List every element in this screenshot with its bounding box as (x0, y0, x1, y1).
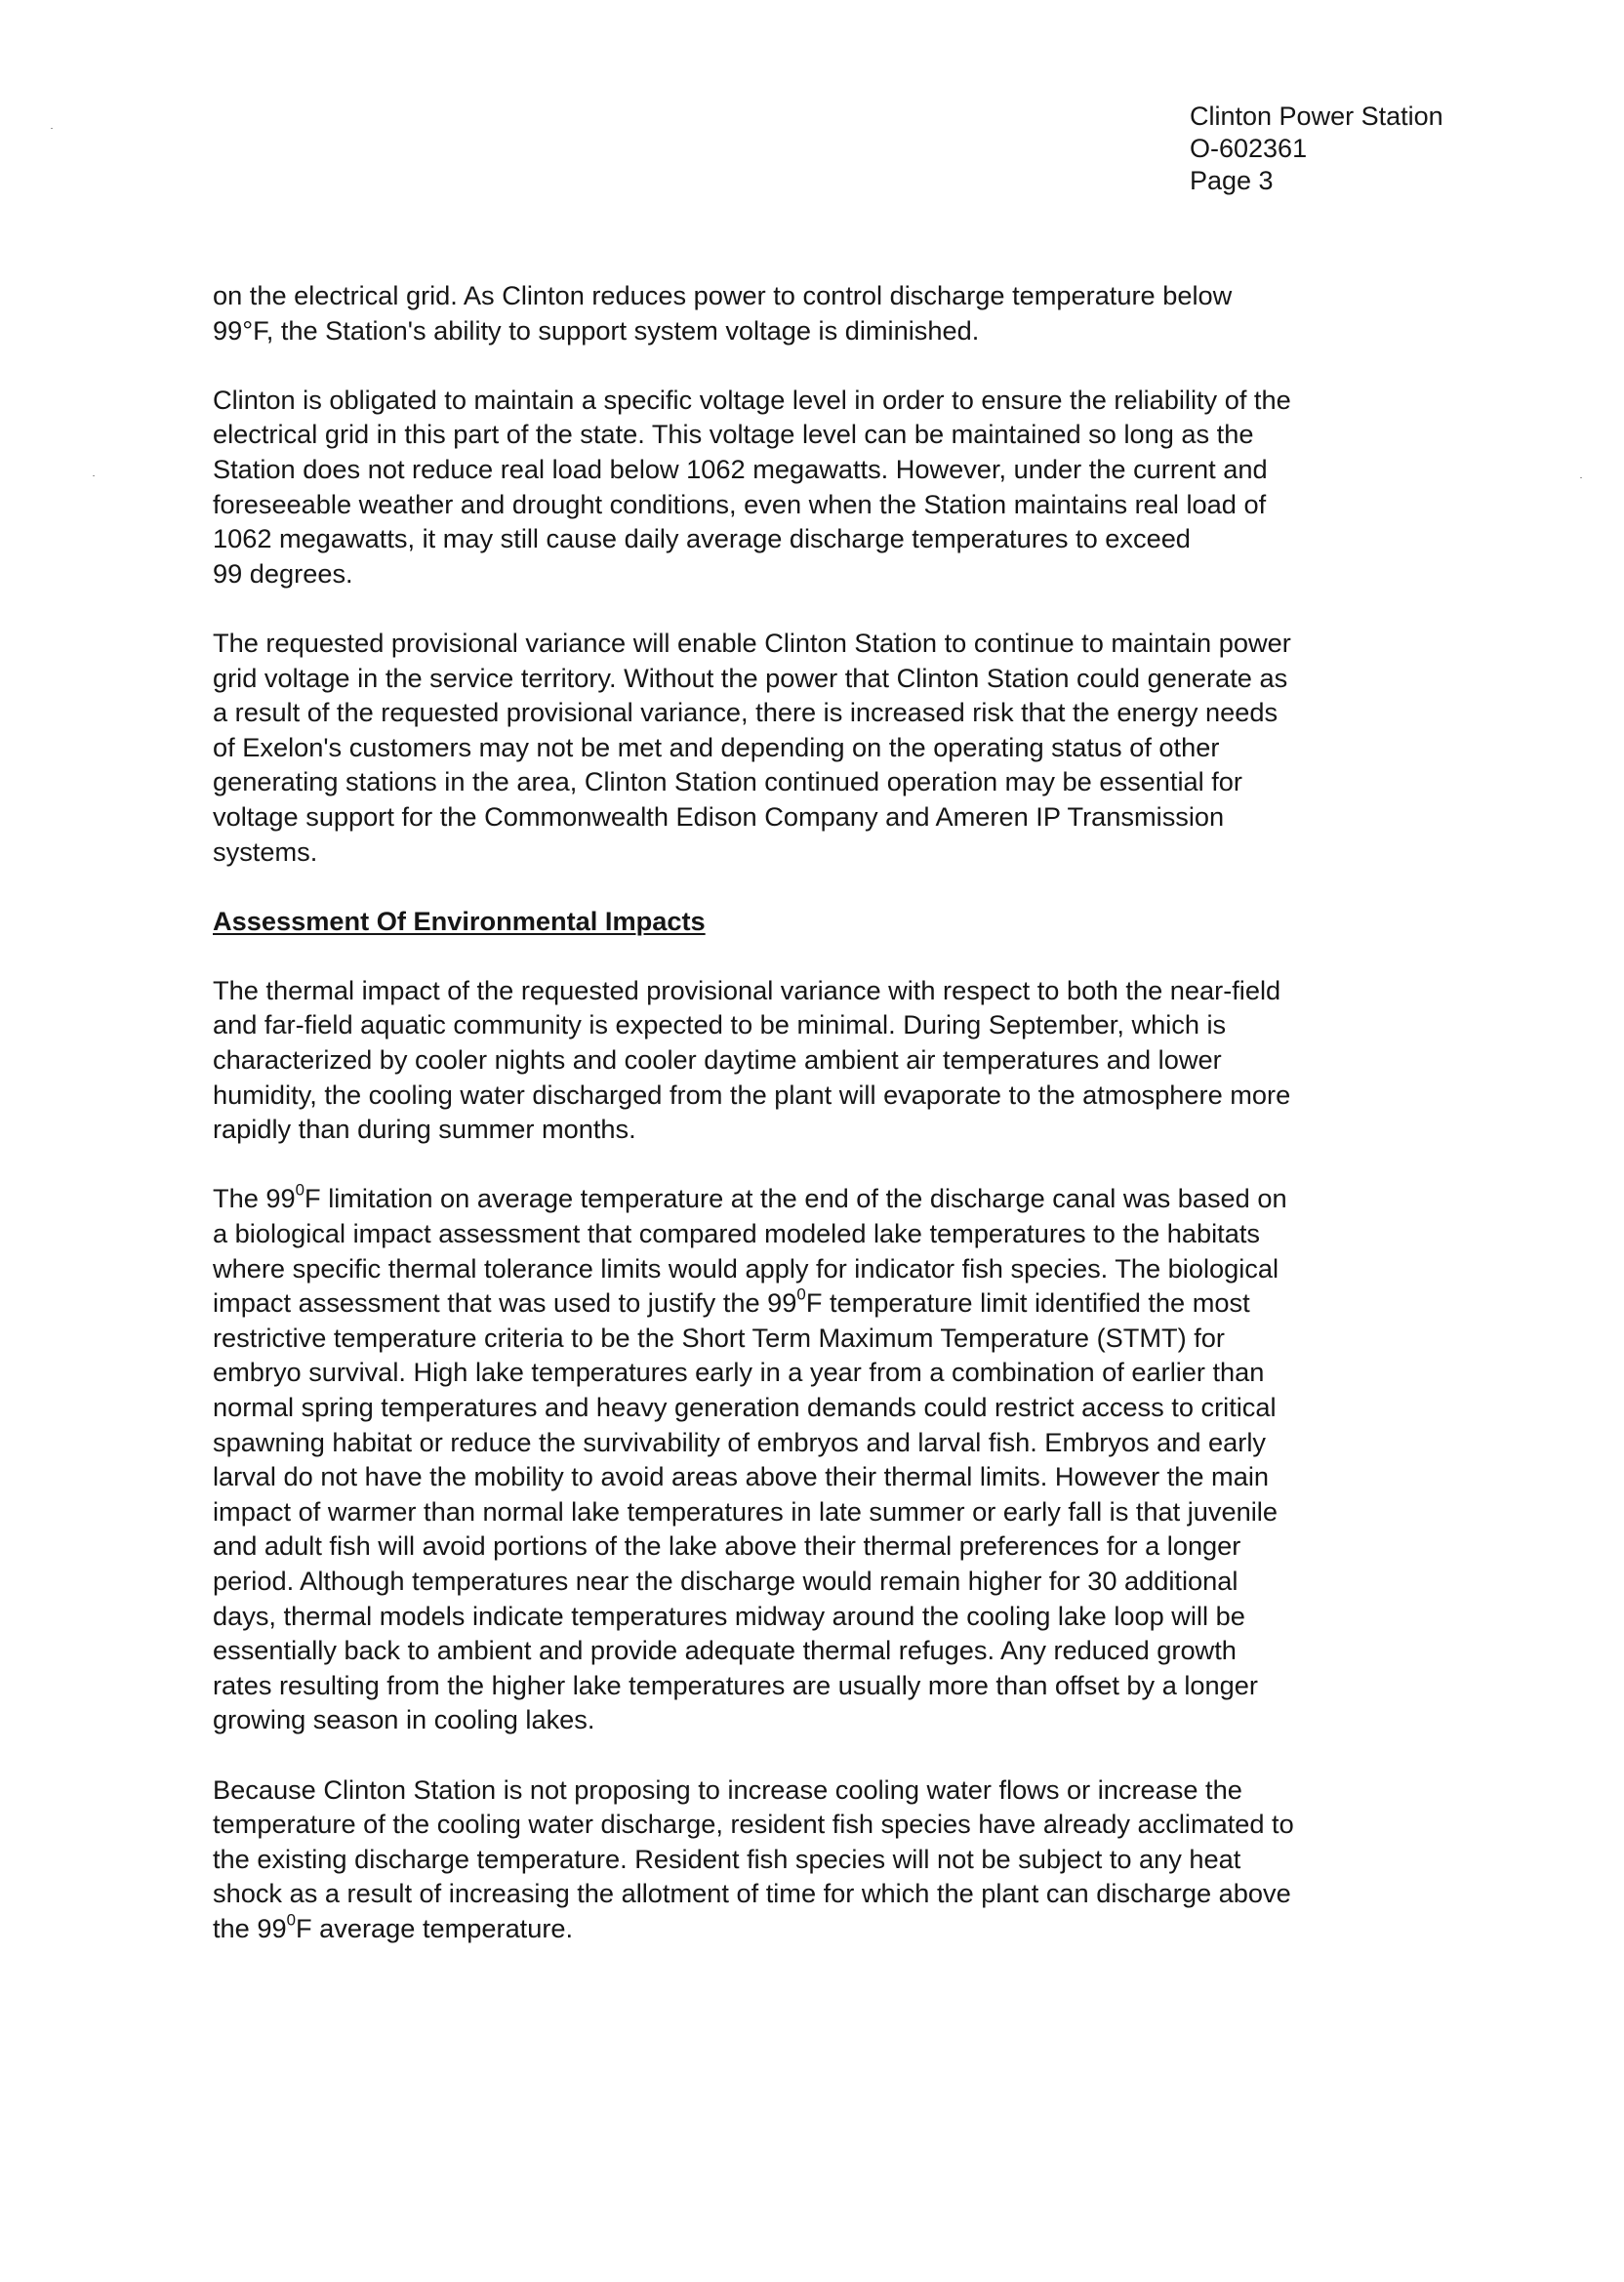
document-body (213, 278, 1482, 1980)
text-line: 99°F, the Station's ability to support system voltage is diminished. (213, 314, 980, 346)
text-line: 1062 megawatts, it may still cause daily average discharge temperatures to exceed (213, 523, 1191, 554)
text-line: Clinton is obligated to maintain a specific voltage level in order to ensure the reliability of the (213, 384, 1291, 415)
text-line: rates resulting from the higher lake temperatures are usually more than offset by a longer (213, 1669, 1258, 1700)
text-line: temperature of the cooling water discharge, resident fish species have already acclimated to (213, 1809, 1294, 1840)
text-line: essentially back to ambient and provide adequate thermal refuges. Any reduced growth (213, 1635, 1237, 1666)
scan-speck (93, 475, 95, 476)
paragraph-temperature-limitation (213, 1181, 1482, 1737)
text-line: shock as a result of increasing the allotment of time for which the plant can discharge above (213, 1878, 1291, 1909)
superscript-degree: 0 (286, 1910, 296, 1930)
text-line: grid voltage in the service territory. Without the power that Clinton Station could generate as (213, 662, 1288, 693)
text-line: on the electrical grid. As Clinton reduces power to control discharge temperature below (213, 280, 1233, 310)
text-line (213, 1285, 1482, 1321)
text-line: Because Clinton Station is not proposing to increase cooling water flows or increase the (213, 1773, 1242, 1805)
text-line: period. Although temperatures near the discharge would remain higher for 30 additional (213, 1565, 1238, 1596)
text-line: The requested provisional variance will enable Clinton Station to continue to maintain power (213, 627, 1291, 658)
text-fragment: impact assessment that was used to justify the 99 (213, 1287, 797, 1319)
text-fragment: F limitation on average temperature at the end of the discharge canal was based on (304, 1183, 1287, 1214)
text-line: larval do not have the mobility to avoid areas above their thermal limits. However the main (213, 1461, 1269, 1492)
text-line: characterized by cooler nights and cooler daytime ambient air temperatures and lower (213, 1044, 1222, 1076)
text-line: spawning habitat or reduce the survivability of embryos and larval fish. Embryos and early (213, 1426, 1266, 1457)
text-line: restrictive temperature criteria to be the Short Term Maximum Temperature (STMT) for (213, 1322, 1225, 1353)
section-heading: Assessment Of Environmental Impacts (213, 905, 706, 936)
text-line (213, 1181, 1482, 1216)
scan-speck (1580, 477, 1582, 478)
text-line: a result of the requested provisional variance, there is increased risk that the energy needs (213, 697, 1279, 728)
text-fragment: the 99 (213, 1912, 287, 1943)
paragraph-thermal-impact (213, 973, 1482, 1147)
text-line: and adult fish will avoid portions of the lake above their thermal preferences for a longer (213, 1530, 1241, 1562)
text-line: where specific thermal tolerance limits would apply for indicator fish species. The biological (213, 1252, 1279, 1284)
text-line: foreseeable weather and drought conditions, even when the Station maintains real load of (213, 488, 1267, 519)
header-page-number: Page 3 (1190, 166, 1274, 195)
text-line: electrical grid in this part of the state. This voltage level can be maintained so long as the (213, 419, 1254, 450)
text-line: The thermal impact of the requested provisional variance with respect to both the near-field (213, 974, 1281, 1005)
text-line: embryo survival. High lake temperatures early in a year from a combination of earlier than (213, 1357, 1265, 1388)
text-line: voltage support for the Commonwealth Edison Company and Ameren IP Transmission (213, 800, 1225, 832)
paragraph-resident-fish (213, 1773, 1482, 1946)
paragraph-provisional-variance (213, 626, 1482, 869)
paragraph-grid-voltage (213, 278, 1482, 347)
paragraph-voltage-obligation (213, 383, 1482, 591)
text-line: a biological impact assessment that compared modeled lake temperatures to the habitats (213, 1218, 1260, 1249)
text-fragment: F temperature limit identified the most (805, 1287, 1250, 1319)
header-station-name: Clinton Power Station (1190, 102, 1443, 131)
text-line: impact of warmer than normal lake temperatures in late summer or early fall is that juvenile (213, 1495, 1278, 1527)
text-line: the existing discharge temperature. Resident fish species will not be subject to any heat (213, 1843, 1241, 1874)
text-line: 99 degrees. (213, 557, 353, 589)
text-line: of Exelon's customers may not be met and depending on the operating status of other (213, 731, 1220, 762)
text-line (213, 1911, 1482, 1946)
text-line: humidity, the cooling water discharged from the plant will evaporate to the atmosphere more (213, 1079, 1291, 1110)
text-line: growing season in cooling lakes. (213, 1704, 595, 1735)
text-line: normal spring temperatures and heavy generation demands could restrict access to critical (213, 1392, 1277, 1422)
text-line: and far-field aquatic community is expected to be minimal. During September, which is (213, 1009, 1227, 1040)
text-line: systems. (213, 835, 318, 867)
text-line: generating stations in the area, Clinton Station continued operation may be essential for (213, 766, 1242, 797)
text-line: rapidly than during summer months. (213, 1114, 636, 1145)
superscript-degree: 0 (295, 1180, 305, 1200)
scan-speck (51, 128, 53, 129)
text-fragment: The 99 (213, 1183, 296, 1214)
superscript-degree: 0 (796, 1284, 806, 1304)
text-line: Station does not reduce real load below 1062 megawatts. However, under the current and (213, 453, 1268, 484)
page-header (1190, 101, 1443, 197)
text-line: days, thermal models indicate temperatures midway around the cooling lake loop will be (213, 1600, 1245, 1631)
text-fragment: F average temperature. (295, 1912, 574, 1943)
header-document-number: O-602361 (1190, 134, 1308, 163)
